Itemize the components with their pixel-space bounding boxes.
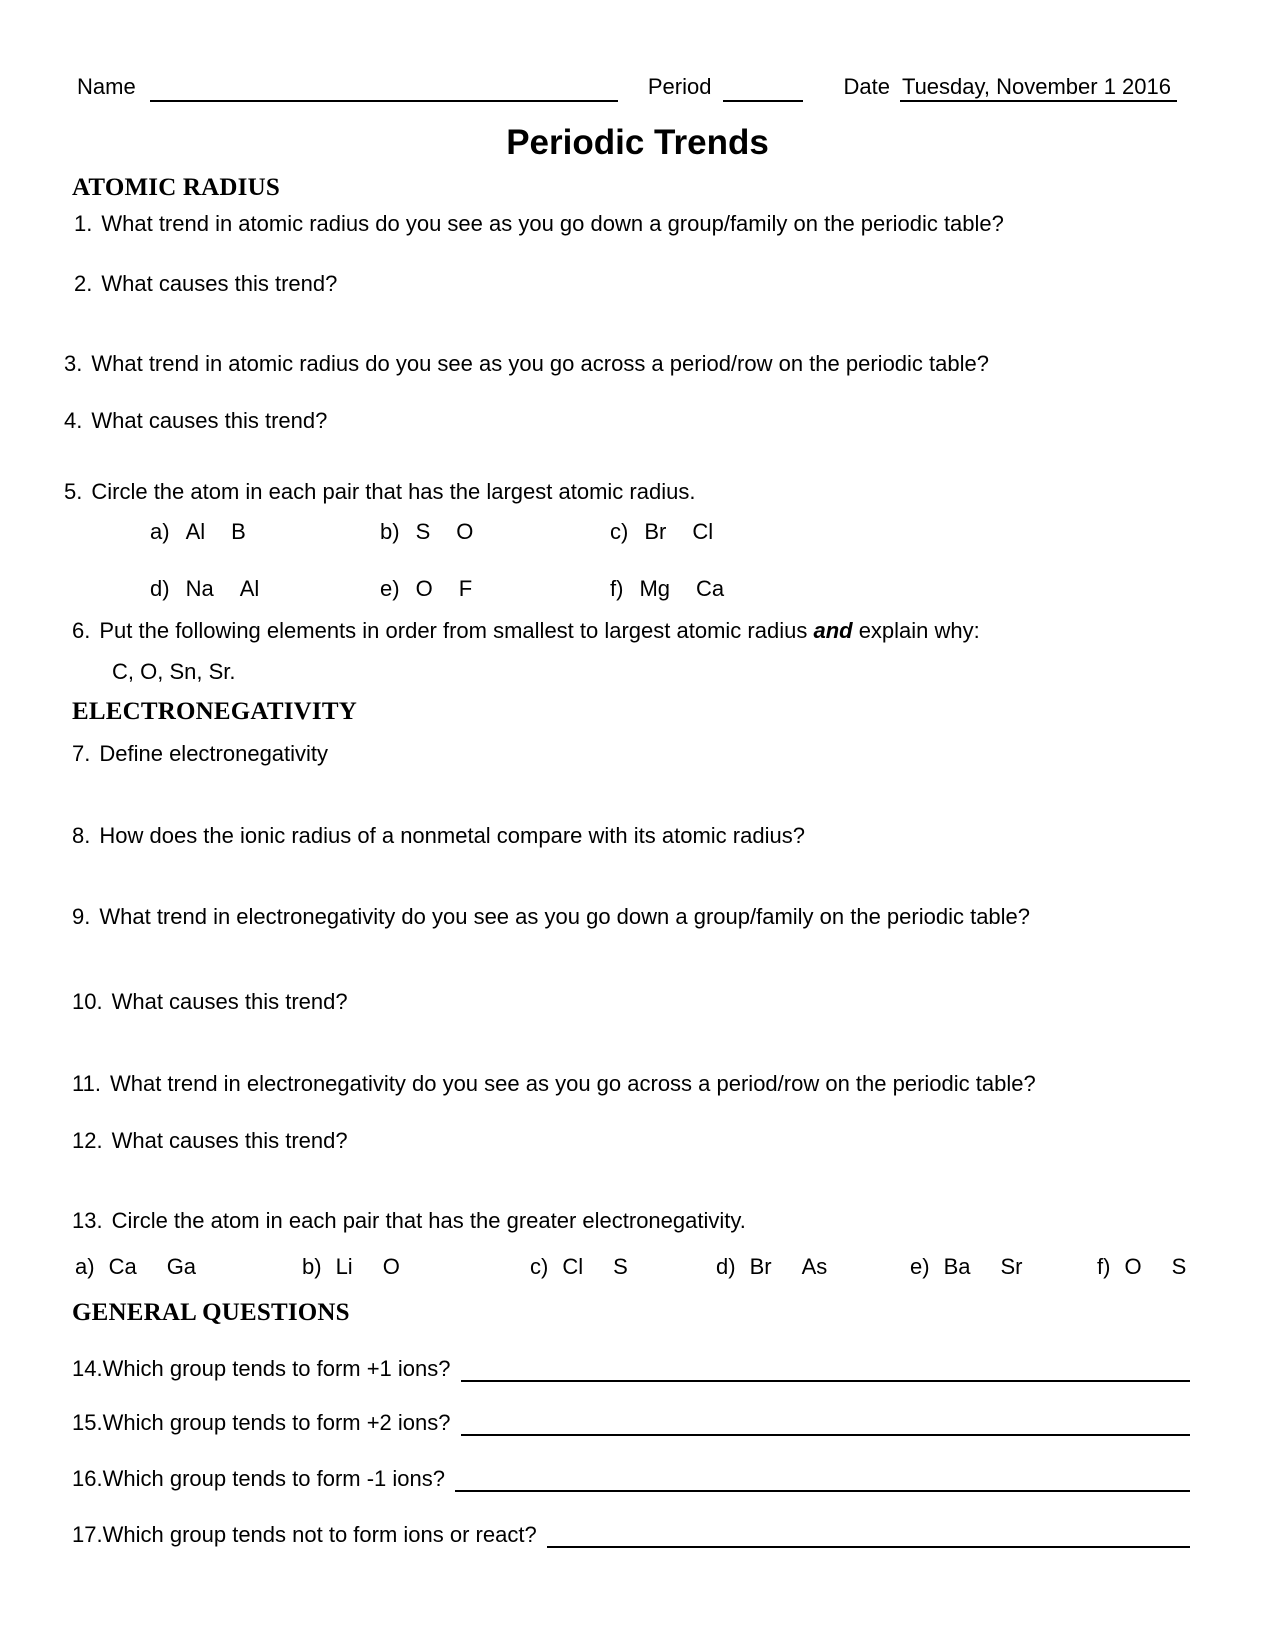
question-number: 4. [64,408,83,433]
element-option[interactable]: Br [749,1254,772,1279]
question-body: Which group tends to form +1 ions? [102,1356,451,1381]
question-14 [72,1355,1190,1382]
question-number: 2. [74,271,93,296]
element-option[interactable]: Li [335,1254,353,1279]
question-text: What causes this trend? [91,408,328,433]
question-text: Put the following elements in order from smallest to largest atomic radius [99,618,814,643]
date-label: Date [843,74,890,99]
section-heading-general-questions: GENERAL QUESTIONS [72,1299,350,1326]
question-text: explain why: [852,618,980,643]
q13-pairs-row [75,1253,1215,1280]
element-option[interactable]: F [458,576,473,601]
element-option[interactable]: Cl [562,1254,584,1279]
question-text: What causes this trend? [111,989,348,1014]
pair-label: c) [530,1254,549,1279]
element-option[interactable]: B [231,519,246,544]
question-3 [64,350,989,377]
question-4 [64,407,327,434]
date-value: Tuesday, November 1 2016 [900,73,1177,102]
element-pair-b [380,518,610,545]
header-row [77,73,1177,102]
element-option[interactable]: Al [239,576,260,601]
pair-label: b) [302,1254,322,1279]
q17-answer-blank[interactable] [547,1521,1190,1548]
section-heading-atomic-radius: ATOMIC RADIUS [72,174,280,201]
question-number: 8. [72,823,91,848]
q16-answer-blank[interactable] [455,1465,1190,1492]
question-12 [72,1127,348,1154]
q6-element-list: C, O, Sn, Sr. [112,659,236,684]
question-body: Which group tends not to form ions or react? [102,1522,537,1547]
pair-label: a) [75,1254,95,1279]
element-pair-a [75,1253,302,1280]
q5-pairs-row-2 [150,575,840,602]
element-option[interactable]: Ca [108,1254,137,1279]
question-text: What trend in atomic radius do you see as you go across a period/row on the periodic table? [91,351,989,376]
question-text: What causes this trend? [111,1128,348,1153]
question-text: Define electronegativity [99,741,329,766]
element-pair-f [610,575,840,602]
element-option[interactable]: Mg [639,576,671,601]
question-1 [74,210,1004,237]
question-number: 14. [72,1356,103,1381]
question-text [72,1465,445,1492]
question-body: Which group tends to form -1 ions? [102,1466,445,1491]
question-5 [64,478,695,505]
question-number: 17. [72,1522,103,1547]
element-option[interactable]: Br [644,519,667,544]
element-pair-b [302,1253,530,1280]
question-number: 16. [72,1466,103,1491]
element-option[interactable]: Ga [166,1254,197,1279]
section-heading-electronegativity: ELECTRONEGATIVITY [72,698,357,725]
element-option[interactable]: As [801,1254,828,1279]
page-title: Periodic Trends [506,123,769,162]
element-option[interactable]: O [456,519,474,544]
question-text: Circle the atom in each pair that has the greater electronegativity. [111,1208,746,1233]
pair-label: a) [150,519,170,544]
question-17 [72,1521,1190,1548]
element-option[interactable]: Al [185,519,206,544]
question-number: 3. [64,351,83,376]
question-text: What causes this trend? [101,271,338,296]
question-11 [72,1070,1036,1097]
element-option[interactable]: O [1124,1254,1142,1279]
question-number: 13. [72,1208,103,1233]
question-number: 10. [72,989,103,1014]
pair-label: e) [380,576,400,601]
question-text: What trend in electronegativity do you see as you go down a group/family on the periodic table? [99,904,1031,929]
emphasized-word: and [813,618,853,643]
pair-label: f) [1097,1254,1111,1279]
question-number: 7. [72,741,91,766]
question-text: What trend in electronegativity do you see as you go across a period/row on the periodic table? [109,1071,1036,1096]
name-blank[interactable] [150,73,618,102]
question-7 [72,740,328,767]
element-option[interactable]: S [1171,1254,1187,1279]
pair-label: e) [910,1254,930,1279]
q5-pairs-row-1 [150,518,840,545]
element-pair-e [910,1253,1097,1280]
element-option[interactable]: Sr [1000,1254,1023,1279]
element-option[interactable]: S [415,519,431,544]
pair-label: b) [380,519,400,544]
question-number: 6. [72,618,91,643]
question-6 [72,617,980,644]
element-option[interactable]: Cl [692,519,714,544]
pair-label: c) [610,519,629,544]
question-13 [72,1207,746,1234]
question-text [72,1521,537,1548]
element-pair-e [380,575,610,602]
element-option[interactable]: Na [185,576,214,601]
question-2 [74,270,337,297]
pair-label: f) [610,576,624,601]
pair-label: d) [716,1254,736,1279]
question-text: What trend in atomic radius do you see as you go down a group/family on the periodic table? [101,211,1004,236]
question-10 [72,988,348,1015]
element-option[interactable]: S [613,1254,628,1279]
question-text: Circle the atom in each pair that has the largest atomic radius. [91,479,696,504]
element-pair-d [150,575,380,602]
element-pair-d [716,1253,910,1280]
element-pair-c [610,518,840,545]
question-text [72,1355,451,1382]
question-16 [72,1465,1190,1492]
question-number: 5. [64,479,83,504]
q15-answer-blank[interactable] [461,1409,1190,1436]
pair-label: d) [150,576,170,601]
element-pair-c [530,1253,716,1280]
period-label: Period [647,74,712,99]
question-number: 12. [72,1128,103,1153]
element-pair-f [1097,1253,1186,1280]
element-option[interactable]: O [382,1254,400,1279]
element-option[interactable]: O [415,576,433,601]
question-15 [72,1409,1190,1436]
question-8 [72,822,805,849]
q14-answer-blank[interactable] [461,1355,1190,1382]
question-number: 9. [72,904,91,929]
question-body: Which group tends to form +2 ions? [102,1410,451,1435]
question-number: 11. [72,1071,101,1096]
question-text: How does the ionic radius of a nonmetal compare with its atomic radius? [99,823,805,848]
name-label: Name [77,74,136,99]
question-number: 15. [72,1410,103,1435]
element-option[interactable]: Ba [943,1254,971,1279]
element-option[interactable]: Ca [696,576,725,601]
question-9 [72,903,1030,930]
question-number: 1. [74,211,93,236]
question-text [72,1409,451,1436]
element-pair-a [150,518,380,545]
period-blank[interactable] [723,73,803,102]
